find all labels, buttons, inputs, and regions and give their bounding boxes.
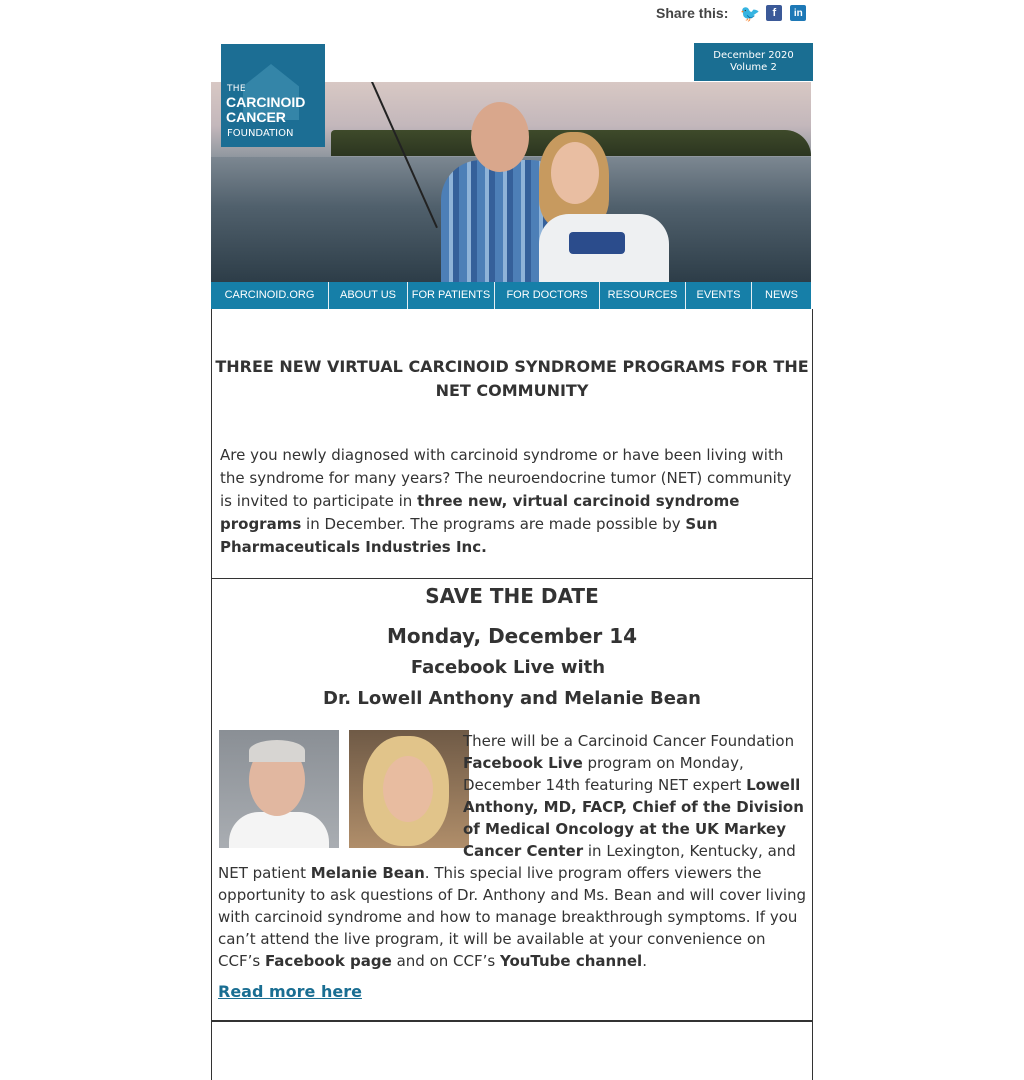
logo-text-name: CARCINOID CANCER [226, 94, 306, 125]
logo-text-foundation: FOUNDATION [227, 128, 294, 139]
girl-figure [529, 130, 669, 282]
nav-resources[interactable]: RESOURCES [600, 282, 686, 309]
event-line2: Dr. Lowell Anthony and Melanie Bean [323, 688, 701, 709]
nav-events[interactable]: EVENTS [686, 282, 752, 309]
event-date: Monday, December 14 [386, 624, 638, 648]
issue-badge [694, 43, 813, 81]
logo-text-the: THE [227, 84, 246, 94]
next-section [211, 1020, 813, 1080]
facebook-page-link[interactable]: Facebook page [264, 952, 392, 970]
youtube-channel-link[interactable]: YouTube channel [499, 952, 643, 970]
linkedin-icon[interactable]: in [790, 5, 806, 21]
intro-section [211, 309, 813, 579]
nav-about-us[interactable]: ABOUT US [329, 282, 408, 309]
read-more-link[interactable]: Read more here [218, 982, 362, 1001]
twitter-icon[interactable]: 🐦 [740, 3, 761, 23]
foundation-logo[interactable] [221, 44, 325, 147]
nav-for-patients[interactable]: FOR PATIENTS [408, 282, 495, 309]
share-bar [656, 2, 814, 24]
event-description: There will be a Carcinoid Cancer Foundation Facebook Live program on Monday, December 14th featuring NET expert Lowell Anthony, MD, FACP, Chief of the Division of Medical Oncology at the UK Markey Cancer Center in Lexington, Kentucky, and NET patient Melanie Bean. This special live program offers viewers the opportunity to ask questions of Dr. Anthony and Ms. Bean and will cover living with carcinoid syndrome and how to manage breakthrough symptoms. If you can’t attend the live program, it will be available at your convenience on CCF’s Facebook page and on CCF’s YouTube channel. [218, 732, 807, 970]
save-the-date: SAVE THE DATE [425, 584, 599, 608]
main-nav [211, 282, 811, 309]
issue-date: December 2020 [713, 50, 794, 61]
facebook-icon[interactable]: f [766, 5, 782, 21]
nav-news[interactable]: NEWS [765, 289, 798, 301]
intro-title: THREE NEW VIRTUAL CARCINOID SYNDROME PROGRAMS FOR THE NET COMMUNITY [215, 357, 809, 400]
event-line1: Facebook Live with [410, 657, 606, 678]
nav-carcinoid-org[interactable]: CARCINOID.ORG [211, 282, 329, 309]
intro-paragraph: Are you newly diagnosed with carcinoid syndrome or have been living with the syndrome for many years? The neuroendocrine tumor (NET) community is invited to participate in three new, virtual carcinoid syndrome programs in December. The programs are made possible by Sun Pharmaceuticals Industries Inc. [220, 446, 792, 556]
nav-for-doctors[interactable]: FOR DOCTORS [495, 282, 600, 309]
event-section [211, 578, 813, 1022]
issue-volume: Volume 2 [730, 62, 777, 73]
share-label: Share this: [656, 5, 729, 21]
